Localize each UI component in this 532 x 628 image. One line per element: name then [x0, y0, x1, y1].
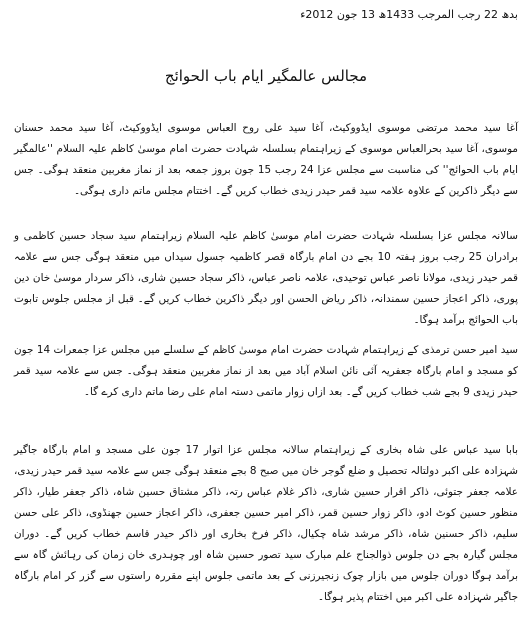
article-paragraph-1: آغا سید محمد مرتضی موسوی ایڈووکیٹ، آغا سید علی روح العباس موسوی ایڈووکیٹ، آغا سید محمد حسنان موسوی، آغا سید بحرالعباس موسوی کے زیراہتمام بسلسلہ شہادت حضرت امام موسیٰ کاظم علیہ السلام ''عالمگیر ایام باب الحوائج'' کی مناسبت سے مجلس عزا 24 رجب 15 جون بروز جمعہ بعد از نماز مغربین منعقد ہوگی۔ جس سے دیگر ذاکرین کے علاوہ علامہ سید قمر حیدر زیدی خطاب کریں گے۔ اختتام مجلس ماتم داری ہوگی۔ [14, 122, 519, 197]
article-paragraph-3: سید امیر حسن ترمذی کے زیراہتمام شہادت حضرت امام موسیٰ کاظم کے سلسلے میں مجلس عزا جمعرات 14 جون کو مسجد و امام بارگاہ جعفریہ آئی نائن اسلام آباد میں بعد از نماز مغربین منعقد ہوگی۔ جس سے علامہ سید قمر حیدر زیدی 9 بجے شب خطاب کریں گے۔ بعد ازاں زوار ماتمی دستہ امام علی رضا ماتم داری کرے گا۔ [14, 344, 518, 398]
article-headline: مجالس عالمگیر ایام باب الحوائج [164, 67, 368, 85]
article-paragraph-2: سالانہ مجلس عزا بسلسلہ شہادت حضرت امام موسیٰ کاظم علیہ السلام زیراہتمام سید سجاد حسین کاظمی و برادران 25 رجب بروز ہفتہ 10 بجے دن امام بارگاہ قصر کاظمیہ جسول سیداں میں منعقد ہوگی جس سے علامہ قمر حیدر زیدی، مولانا ناصر عباس توحیدی، علامہ ناصر عباس، ذاکر سجاد حسین شاری، ذاکر سردار موسیٰ خان دین پوری، ذاکر اعجاز حسین سمندانہ، ذاکر ریاض الحسن اور دیگر ذاکرین خطاب کریں گے۔ قبل از مجلس جلوس تابوت باب الحوائج برآمد ہوگا۔ [14, 230, 518, 326]
date-line: بدھ 22 رجب المرجب 1433ھ 13 جون 2012ء [300, 8, 518, 21]
article-paragraph-4: بابا سید عباس علی شاہ بخاری کے زیراہتمام سالانہ مجلس عزا اتوار 17 جون علی مسجد و امام بارگاہ جاگیر شہزادہ علی اکبر دولتالہ تحصیل و ضلع گوجر خان میں صبح 8 بجے منعقد ہوگی جس سے علامہ سید قمر حیدر زیدی، علامہ جعفر جتوئی، ذاکر اقرار حسین شاری، ذاکر غلام عباس رتہ، ذاکر مشتاق حسین شاہ، ذاکر جعفر طیار، ذاکر منظور حسین کوٹ ادو، ذاکر زوار حسین قمر، ذاکر امیر حسین جعفری، ذاکر اعجاز حسین جھنڈوی، ذاکر علی حسن سلیم، ذاکر حسنین شاہ، ذاکر مرشد شاہ چکیال، ذاکر فرخ بخاری اور ذاکر حیدر قاسم خطاب کریں گے۔ دوران مجلس گیارہ بجے دن جلوس ذوالجناح علم مبارک سید تصور حسین شاہ اور چوہدری خان زمان کی رہائش گاہ سے برآمد ہوگا دوران جلوس میں بازار چوک زنجیرزنی کے بعد ماتمی جلوس اپنے مقررہ راستوں سے گزر کر امام بارگاہ جاگیر شہزادہ علی اکبر میں اختتام پذیر ہوگا۔ [14, 444, 518, 603]
